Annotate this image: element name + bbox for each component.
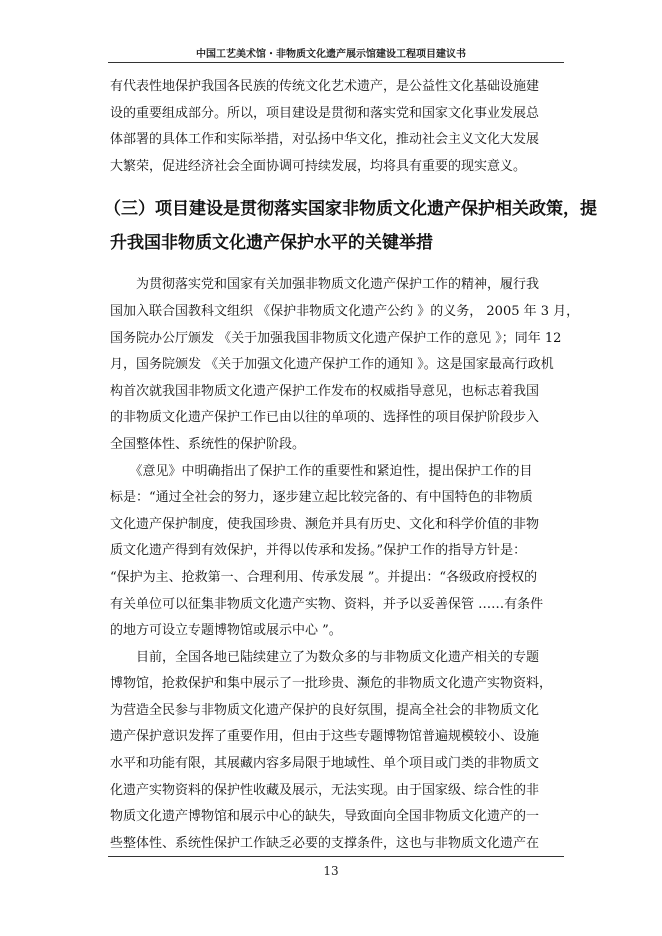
text-line: “保护为主、抢救第一、合理利用、传承发展 ”。并提出：“各级政府授权的 <box>110 569 538 585</box>
text-line: 设的重要组成部分。所以，项目建设是贯彻和落实党和国家文化事业发展总 <box>110 105 540 121</box>
text-line: 遗产保护意识发挥了重要作用，但由于这些专题博物馆普遍规模较小、设施 <box>110 729 540 745</box>
text-line: 《意见》中明确指出了保护工作的重要性和紧迫性，提出保护工作的目 <box>110 463 533 479</box>
text-line: 有关单位可以征集非物质文化遗产实物、资料，并予以妥善保管 ……有条件 <box>110 596 544 612</box>
section-heading-line-2: 升我国非物质文化遗产保护水平的关键举措 <box>110 233 433 254</box>
text-line: 目前，全国各地已陆续建立了为数众多的与非物质文化遗产相关的专题 <box>110 649 540 665</box>
paragraph-1 <box>110 74 560 180</box>
text-line: 大繁荣，促进经济社会全面协调可持续发展，均将具有重要的现实意义。 <box>110 158 527 174</box>
paragraph-4 <box>110 645 560 858</box>
text-line: 为贯彻落实党和国家有关加强非物质文化遗产保护工作的精神，履行我 <box>110 277 540 293</box>
text-line: 体部署的具体工作和实际举措，对弘扬中华文化，推动社会主义文化大发展 <box>110 132 540 148</box>
text-line: 标是：“通过全社会的努力，逐步建立起比较完备的、有中国特色的非物质 <box>110 490 533 506</box>
text-line: 的非物质文化遗产保护工作已由以往的单项的、选择性的项目保护阶段步入 <box>110 410 540 426</box>
text-line: 月，国务院颁发 《关于加强文化遗产保护工作的通知 》。这是国家最高行政机 <box>110 357 554 373</box>
text-line: 构首次就我国非物质文化遗产保护工作发布的权威指导意见，也标志着我国 <box>110 383 540 399</box>
text-line: 化遗产实物资料的保护性收藏及展示，无法实现。由于国家级、综合性的非 <box>110 782 540 798</box>
text-line: 国务院办公厅颁发 《关于加强我国非物质文化遗产保护工作的意见 》；同年 12 <box>110 330 562 346</box>
text-line: 为营造全民参与非物质文化遗产保护的良好氛围，提高全社会的非物质文化 <box>110 702 540 718</box>
text-line: 有代表性地保护我国各民族的传统文化艺术遗产，是公益性文化基础设施建 <box>110 79 540 94</box>
text-line: 全国整体性、系统性的保护阶段。 <box>110 436 306 452</box>
section-heading-line-1: （三）项目建设是贯彻落实国家非物质文化遗产保护相关政策，提 <box>104 199 597 220</box>
page-number: 13 <box>323 864 339 878</box>
text-line: 的地方可设立专题博物馆或展示中心 ”。 <box>110 623 342 639</box>
paragraph-2 <box>110 272 580 458</box>
text-line: 质文化遗产得到有效保护，并得以传承和发扬。”保护工作的指导方针是： <box>110 543 527 559</box>
text-line: 文化遗产保护制度，使我国珍贵、濒危并具有历史、文化和科学价值的非物 <box>110 516 540 532</box>
running-header: 中国工艺美术馆・非物质文化遗产展示馆建设工程项目建议书 <box>196 49 466 60</box>
text-line: 水平和功能有限，其展藏内容多局限于地域性、单个项目或门类的非物质文 <box>110 756 540 772</box>
text-line: 物质文化遗产博物馆和展示中心的缺失，导致面向全国非物质文化遗产的一 <box>110 809 540 825</box>
page-body <box>104 74 597 857</box>
footer-divider <box>108 856 564 857</box>
text-line: 博物馆，抢救保护和集中展示了一批珍贵、濒危的非物质文化遗产实物资料， <box>110 676 553 692</box>
header-divider <box>108 62 564 63</box>
paragraph-3 <box>110 459 560 645</box>
text-line: 国加入联合国教科文组织 《保护非物质文化遗产公约 》的义务， 2005 年 3 月， <box>110 303 580 319</box>
text-line: 些整体性、系统性保护工作缺乏必要的支撑条件，这也与非物质文化遗产在 <box>110 835 540 851</box>
